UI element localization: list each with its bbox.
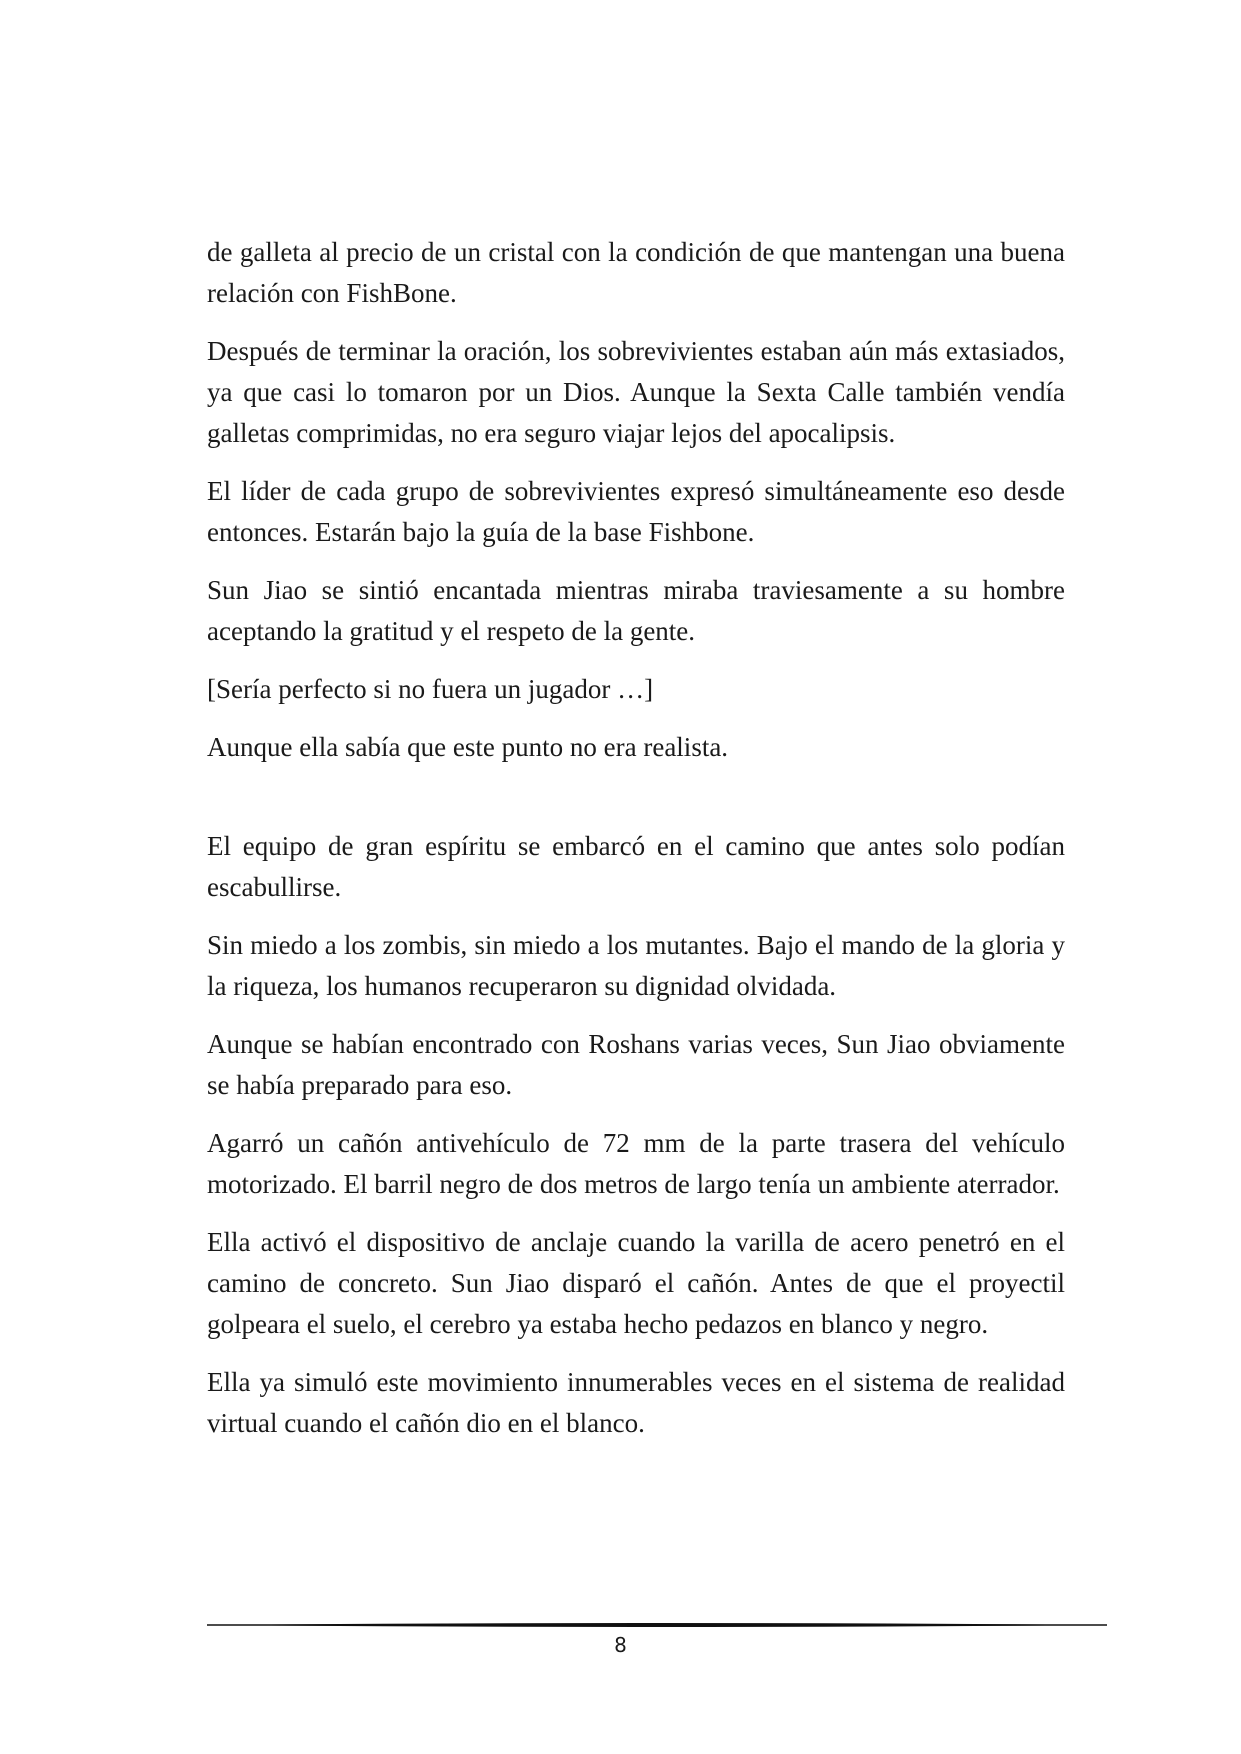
body-text <box>207 232 1065 1461</box>
paragraph: Agarró un cañón antivehículo de 72 mm de la parte trasera del vehículo motorizado. El barril negro de dos metros de largo tenía un ambiente aterrador. <box>207 1128 1065 1199</box>
paragraph: Sun Jiao se sintió encantada mientras miraba traviesamente a su hombre aceptando la gratitud y el respeto de la gente. <box>207 575 1065 646</box>
paragraph: Después de terminar la oración, los sobrevivientes estaban aún más extasiados, ya que casi lo tomaron por un Dios. Aunque la Sexta Calle también vendía galletas comprimidas, no era seguro viajar lejos del apocalipsis. <box>207 336 1065 448</box>
paragraph: Aunque ella sabía que este punto no era realista. <box>207 732 729 762</box>
footer-divider <box>207 1620 1107 1630</box>
paragraph: El líder de cada grupo de sobrevivientes expresó simultáneamente eso desde entonces. Estarán bajo la guía de la base Fishbone. <box>207 476 1065 547</box>
paragraph: El equipo de gran espíritu se embarcó en el camino que antes solo podían escabullirse. <box>207 831 1065 902</box>
paragraph: Ella ya simuló este movimiento innumerables veces en el sistema de realidad virtual cuando el cañón dio en el blanco. <box>207 1367 1065 1438</box>
paragraph: de galleta al precio de un cristal con la condición de que mantengan una buena relación con FishBone. <box>207 237 1065 308</box>
page-number: 8 <box>614 1633 627 1657</box>
paragraph: [Sería perfecto si no fuera un jugador …] <box>207 674 654 704</box>
paragraph: Sin miedo a los zombis, sin miedo a los mutantes. Bajo el mando de la gloria y la riqueza, los humanos recuperaron su dignidad olvidada. <box>207 930 1065 1001</box>
paragraph: Ella activó el dispositivo de anclaje cuando la varilla de acero penetró en el camino de concreto. Sun Jiao disparó el cañón. Antes de que el proyectil golpeara el suelo, el cerebro ya estaba hecho pedazos en blanco y negro. <box>207 1227 1065 1339</box>
paragraph: Aunque se habían encontrado con Roshans varias veces, Sun Jiao obviamente se había preparado para eso. <box>207 1029 1065 1100</box>
